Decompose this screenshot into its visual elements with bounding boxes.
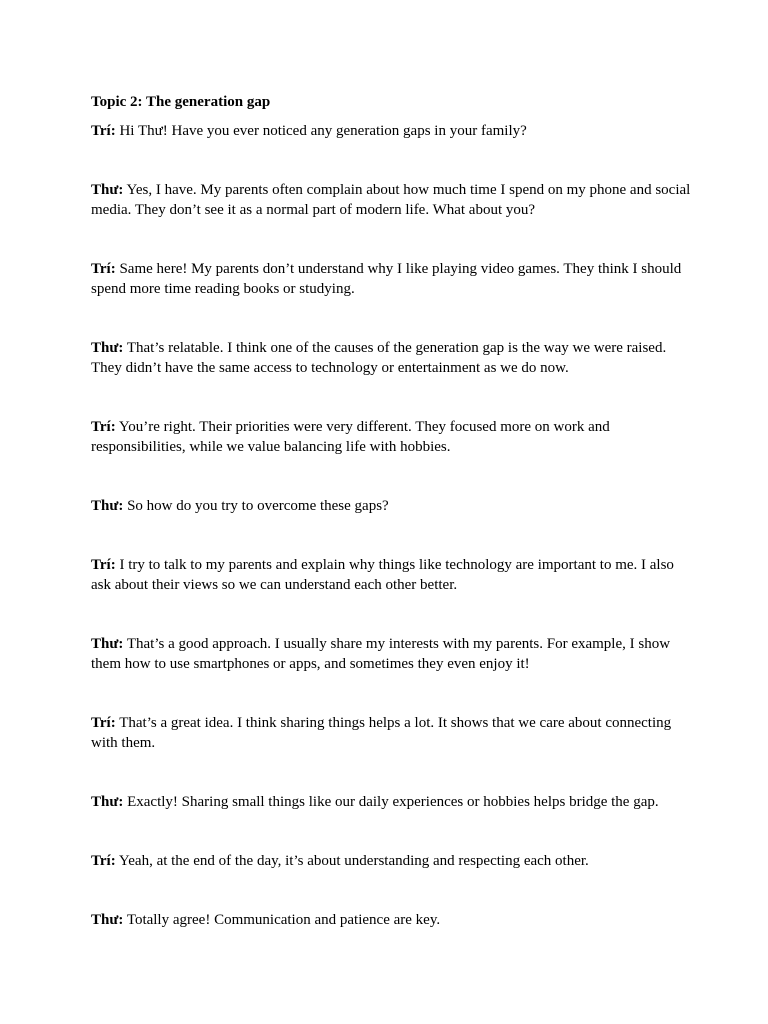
dialogue-turn: [91, 792, 691, 812]
dialogue-text: Totally agree! Communication and patience are key.: [126, 912, 441, 928]
dialogue-text: So how do you try to overcome these gaps?: [127, 498, 389, 514]
dialogue-turn: [91, 634, 691, 674]
dialogue-turn: [91, 496, 691, 516]
dialogue-text: Hi Thư! Have you ever noticed any generation gaps in your family?: [119, 123, 527, 139]
dialogue-text: That’s a good approach. I usually share my interests with my parents. For example, I show them how to use smartphones or apps, and sometimes they even enjoy it!: [91, 636, 671, 672]
dialogue-text: You’re right. Their priorities were very different. They focused more on work and responsibilities, while we value balancing life with hobbies.: [91, 419, 610, 455]
dialogue-turn: [91, 338, 691, 378]
speaker-name: Trí:: [91, 261, 116, 277]
speaker-name: Trí:: [91, 853, 116, 869]
dialogue-text: That’s relatable. I think one of the causes of the generation gap is the way we were raised. They didn’t have the same access to technology or entertainment as we do now.: [91, 340, 667, 376]
dialogue-text: Yeah, at the end of the day, it’s about understanding and respecting each other.: [118, 853, 589, 869]
speaker-name: Trí:: [91, 557, 116, 573]
speaker-name: Thư:: [91, 340, 124, 356]
dialogue-text: Yes, I have. My parents often complain about how much time I spend on my phone and social media. They don’t see it as a normal part of modern life. What about you?: [91, 182, 691, 218]
speaker-name: Trí:: [91, 715, 116, 731]
speaker-name: Thư:: [91, 498, 124, 514]
document-body: [91, 92, 691, 969]
dialogue-text: Exactly! Sharing small things like our daily experiences or hobbies helps bridge the gap.: [127, 794, 659, 810]
document-title: Topic 2: The generation gap: [91, 94, 271, 110]
speaker-name: Thư:: [91, 912, 124, 928]
dialogue-turn: [91, 713, 691, 753]
dialogue-turn: [91, 180, 691, 220]
dialogue-turn: [91, 417, 691, 457]
speaker-name: Thư:: [91, 794, 124, 810]
dialogue-turn: [91, 259, 691, 299]
dialogue-text: Same here! My parents don’t understand why I like playing video games. They think I should spend more time reading books or studying.: [91, 261, 682, 297]
speaker-name: Thư:: [91, 182, 124, 198]
dialogue-turn: [91, 555, 691, 595]
speaker-name: Thư:: [91, 636, 124, 652]
dialogue-text: I try to talk to my parents and explain why things like technology are important to me. I also ask about their views so we can understand each other better.: [91, 557, 674, 593]
dialogue-text: That’s a great idea. I think sharing things helps a lot. It shows that we care about connecting with them.: [91, 715, 672, 751]
dialogue-turn: [91, 910, 691, 930]
dialogue-turn: [91, 121, 691, 141]
dialogue-turn: [91, 851, 691, 871]
speaker-name: Trí:: [91, 419, 116, 435]
speaker-name: Trí:: [91, 123, 116, 139]
